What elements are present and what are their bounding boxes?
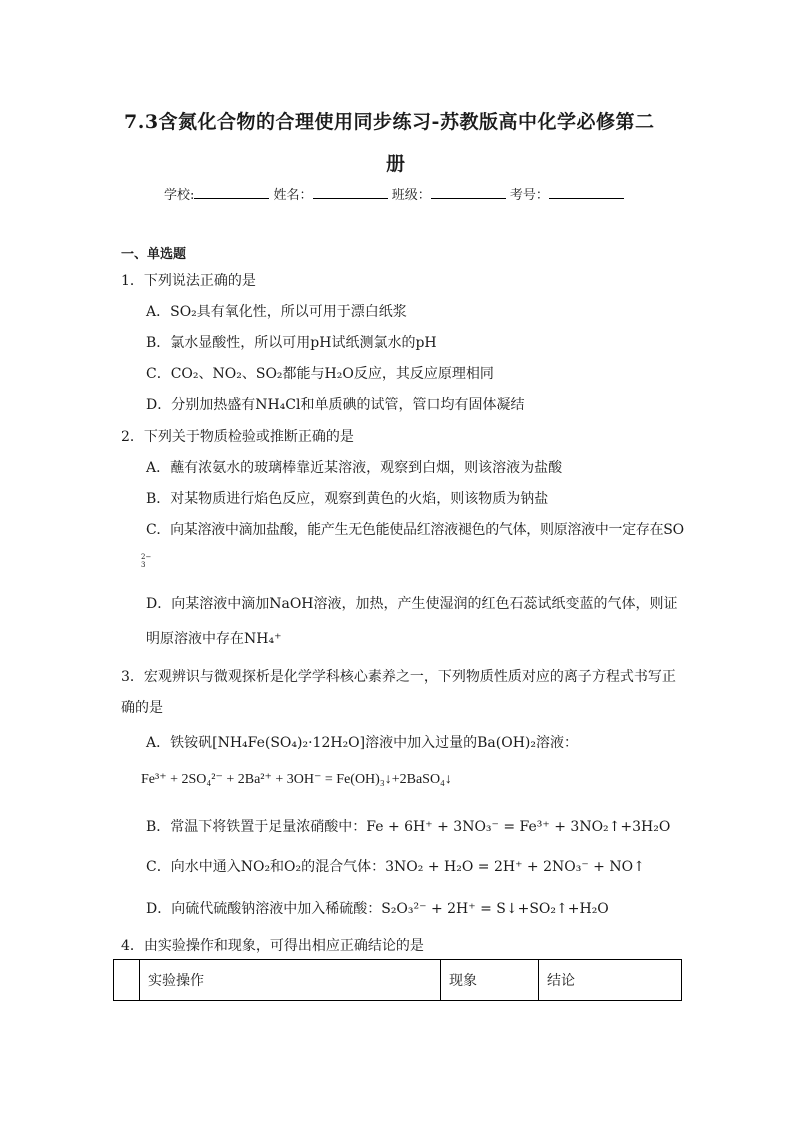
q3-option-d: D．向硫代硫酸钠溶液中加入稀硫酸：S₂O₃²⁻ + 2H⁺ = S↓+SO₂↑+H₂O xyxy=(146,901,609,917)
q3-option-c: C．向水中通入NO₂和O₂的混合气体：3NO₂ + H₂O = 2H⁺ + 2NO₃⁻ + NO↑ xyxy=(146,859,645,875)
class-label: 班级： xyxy=(391,188,431,203)
q2-option-b: B．对某物质进行焰色反应，观察到黄色的火焰，则该物质为钠盐 xyxy=(146,491,549,507)
title-line-2: 册 xyxy=(386,153,406,175)
q3-stem-line-2: 确的是 xyxy=(121,700,163,716)
school-field[interactable] xyxy=(194,184,269,199)
q2-option-c-superscript: 2− 3 xyxy=(141,553,152,569)
q4-stem: 4．由实验操作和现象，可得出相应正确结论的是 xyxy=(121,938,424,954)
q3-option-a-line-1: A．铁铵矾[NH₄Fe(SO₄)₂·12H₂O]溶液中加入过量的Ba(OH)₂溶液： xyxy=(146,735,578,751)
q2-option-d-line-2: 明原溶液中存在NH₄⁺ xyxy=(146,631,282,647)
q1-option-d: D．分别加热盛有NH₄Cl和单质碘的试管，管口均有固体凝结 xyxy=(146,397,525,413)
exam-number-field[interactable] xyxy=(549,184,624,199)
title-line-1: 7.3含氮化合物的合理使用同步练习-苏教版高中化学必修第二 xyxy=(124,111,655,133)
q2-option-a: A．蘸有浓氨水的玻璃棒靠近某溶液，观察到白烟，则该溶液为盐酸 xyxy=(146,460,563,476)
q3-stem-line-1: 3．宏观辨识与微观探析是化学学科核心素养之一，下列物质性质对应的离子方程式书写正 xyxy=(121,669,676,685)
table-header-operation: 实验操作 xyxy=(140,960,441,1001)
class-field[interactable] xyxy=(431,184,506,199)
q1-option-c: C．CO₂、NO₂、SO₂都能与H₂O反应，其反应原理相同 xyxy=(146,366,494,382)
q1-option-b: B．氯水显酸性，所以可用pH试纸测氯水的pH xyxy=(146,335,437,351)
school-label: 学校: xyxy=(164,188,195,203)
name-field[interactable] xyxy=(313,184,388,199)
student-info-row xyxy=(164,184,624,203)
q1-option-a: A．SO₂具有氧化性，所以可用于漂白纸浆 xyxy=(146,304,407,320)
q2-stem: 2．下列关于物质检验或推断正确的是 xyxy=(121,429,354,445)
q1-stem: 1．下列说法正确的是 xyxy=(121,273,256,289)
section-heading: 一、单选题 xyxy=(121,247,187,262)
table-header-row xyxy=(114,960,682,1001)
q3-option-a-equation: Fe³⁺ + 2SO₄²⁻ + 2Ba²⁺ + 3OH⁻ = Fe(OH)₃↓+2BaSO₄↓ xyxy=(141,772,452,787)
q3-option-b: B．常温下将铁置于足量浓硝酸中：Fe + 6H⁺ + 3NO₃⁻ = Fe³⁺ + 3NO₂↑+3H₂O xyxy=(146,819,671,835)
experiment-table xyxy=(113,959,682,1001)
q2-option-d-line-1: D．向某溶液中滴加NaOH溶液，加热，产生使湿润的红色石蕊试纸变蓝的气体，则证 xyxy=(146,596,678,612)
q2-option-c-line-1: C．向某溶液中滴加盐酸，能产生无色能使品红溶液褪色的气体，则原溶液中一定存在SO xyxy=(146,522,684,538)
table-header-conclusion: 结论 xyxy=(539,960,682,1001)
table-header-index xyxy=(114,960,140,1001)
exam-number-label: 考号： xyxy=(509,188,549,203)
table-header-phenomenon: 现象 xyxy=(441,960,539,1001)
name-label: 姓名： xyxy=(273,188,313,203)
